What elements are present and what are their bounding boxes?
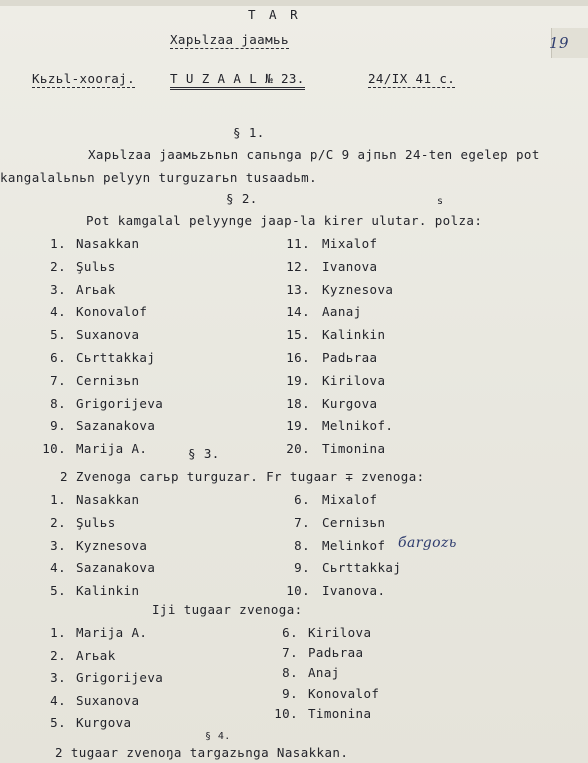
list-item-name: Padьraa bbox=[308, 645, 364, 661]
list-item-name: Anaj bbox=[308, 665, 340, 681]
list-item-name: Kurgova bbox=[76, 715, 132, 731]
list-item-number: 7. bbox=[50, 372, 66, 388]
list-item-name: Kirilova bbox=[322, 372, 386, 388]
list-item-name: Kyznesova bbox=[322, 281, 394, 297]
section-1-line-2: kаngalalьnьn pelyyn turguzаrьn tusaadьm. bbox=[0, 170, 318, 185]
correction-mark: s bbox=[437, 196, 444, 207]
list-item-number: 3. bbox=[50, 670, 66, 686]
list-item-name: Cerniзьn bbox=[322, 514, 386, 530]
list-item-number: 10. bbox=[42, 441, 66, 457]
list-item-name: Padьraa bbox=[322, 350, 378, 365]
list-item-name: Cьrttakkaj bbox=[76, 350, 156, 365]
list-item-number: 9. bbox=[282, 685, 298, 701]
list-item-name: Ivanova. bbox=[322, 583, 386, 599]
list-item-name: Grigorijeva bbox=[76, 670, 164, 686]
list-item-number: 7. bbox=[282, 645, 298, 661]
list-item-name: Kirilova bbox=[308, 625, 372, 640]
list-item-name: Kyznesova bbox=[76, 537, 148, 553]
list-item-name: Arьak bbox=[76, 647, 116, 663]
list-item-name: Sazanakova bbox=[76, 560, 156, 576]
list-item-number: 4. bbox=[50, 560, 66, 576]
list-item-name: Cerniзьn bbox=[76, 372, 140, 388]
list-item-number: 7. bbox=[294, 514, 310, 530]
list-item-number: 8. bbox=[282, 665, 298, 681]
list-item-name: Şulьs bbox=[76, 514, 116, 530]
list-item-number: 9. bbox=[294, 560, 310, 576]
list-item-number: 11. bbox=[286, 236, 310, 251]
list-item-name: Kalinkin bbox=[322, 327, 386, 343]
list-item-number: 8. bbox=[294, 537, 310, 553]
decision-number: T U Z A A L № 23. bbox=[170, 72, 305, 90]
list-item-name: Sazanakova bbox=[76, 418, 156, 434]
list-item-number: 3. bbox=[50, 537, 66, 553]
list-item-number: 2. bbox=[50, 258, 66, 274]
section-3-heading: 2 Zvenoga carьp turguzar. Fr tugaar ∓ zvenoga: bbox=[60, 469, 425, 484]
list-item-number: 4. bbox=[50, 692, 66, 708]
list-item-number: 6. bbox=[282, 625, 298, 640]
list-item-name: Arьak bbox=[76, 281, 116, 297]
list-item-number: 4. bbox=[50, 304, 66, 320]
list-item-name: Marija A. bbox=[76, 441, 148, 457]
list-item-name: Mixalof bbox=[322, 236, 378, 251]
list-item-number: 19. bbox=[286, 372, 310, 388]
list-item-name: Ivanova bbox=[322, 258, 378, 274]
section-1-mark: § 1. bbox=[233, 125, 265, 140]
place-name: Кьzьl-хооrаj. bbox=[32, 71, 136, 86]
list-item-number: 14. bbox=[286, 304, 310, 320]
list-item-number: 15. bbox=[286, 327, 310, 343]
list-item-number: 9. bbox=[50, 418, 66, 434]
document-title: T A R bbox=[248, 7, 301, 22]
list-item-name: Nasakkan bbox=[76, 492, 140, 507]
list-item-number: 10. bbox=[286, 583, 310, 599]
list-item-number: 18. bbox=[286, 395, 310, 411]
list-item-number: 5. bbox=[50, 715, 66, 731]
section-2-heading: Pot kamgalal pelyynge jaap-la kirer ulutar. polza: bbox=[86, 213, 483, 228]
list-item-name: Şulьs bbox=[76, 258, 116, 274]
list-item-number: 2. bbox=[50, 514, 66, 530]
list-item-name: Kalinkin bbox=[76, 583, 140, 599]
list-item-name: Konovalof bbox=[308, 685, 380, 701]
section-2-mark: § 2. bbox=[226, 191, 258, 206]
list-item-name: Timonina bbox=[308, 705, 372, 721]
list-item-number: 2. bbox=[50, 647, 66, 663]
list-item-name: Cьrttakkaj bbox=[322, 560, 402, 576]
section-4-mark: § 4. bbox=[205, 731, 231, 742]
list-item-number: 8. bbox=[50, 395, 66, 411]
list-item-number: 3. bbox=[50, 281, 66, 297]
list-item-number: 1. bbox=[50, 625, 66, 640]
list-item-number: 1. bbox=[50, 492, 66, 507]
list-item-number: 19. bbox=[286, 418, 310, 434]
zveno-2-heading: Iji tugaar zvenoga: bbox=[152, 602, 303, 617]
list-item-number: 5. bbox=[50, 327, 66, 343]
document-date: 24/IX 41 c. bbox=[368, 71, 456, 86]
list-item-name: Kurgova bbox=[322, 395, 378, 411]
list-item-name: Nasakkan bbox=[76, 236, 140, 251]
list-item-number: 6. bbox=[294, 492, 310, 507]
list-item-number: 6. bbox=[50, 350, 66, 365]
list-item-name: Grigorijeva bbox=[76, 395, 164, 411]
list-item-number: 16. bbox=[286, 350, 310, 365]
section-1-line-1: Харьlzaa jaамьzьnьn caпьngа р/С 9 ajпьn 24-ten egelep pot bbox=[88, 147, 540, 162]
handwritten-note: баrgоzь bbox=[398, 535, 457, 551]
section-3-mark: § 3. bbox=[188, 446, 220, 461]
list-item-number: 10. bbox=[274, 705, 298, 721]
list-item-name: Melnikof. bbox=[322, 418, 394, 434]
list-item-number: 1. bbox=[50, 236, 66, 251]
list-item-number: 20. bbox=[286, 441, 310, 457]
list-item-name: Konovalof bbox=[76, 304, 148, 320]
list-item-number: 5. bbox=[50, 583, 66, 599]
list-item-name: Suxanova bbox=[76, 327, 140, 343]
organization-name: Харьlzaa jaамьь bbox=[170, 32, 289, 47]
list-item-name: Melinkof bbox=[322, 537, 386, 553]
paper-edge bbox=[0, 0, 588, 6]
list-item-number: 13. bbox=[286, 281, 310, 297]
section-4-line: 2 tugaar zvenoŋa targazьnga Nasakkan. bbox=[55, 745, 349, 760]
list-item-name: Aanaj bbox=[322, 304, 362, 320]
list-item-name: Mixalof bbox=[322, 492, 378, 507]
list-item-number: 12. bbox=[286, 258, 310, 274]
list-item-name: Timonina bbox=[322, 441, 386, 457]
list-item-name: Suxanova bbox=[76, 692, 140, 708]
page-number-handwritten: 19 bbox=[549, 34, 569, 52]
list-item-name: Marija A. bbox=[76, 625, 148, 640]
